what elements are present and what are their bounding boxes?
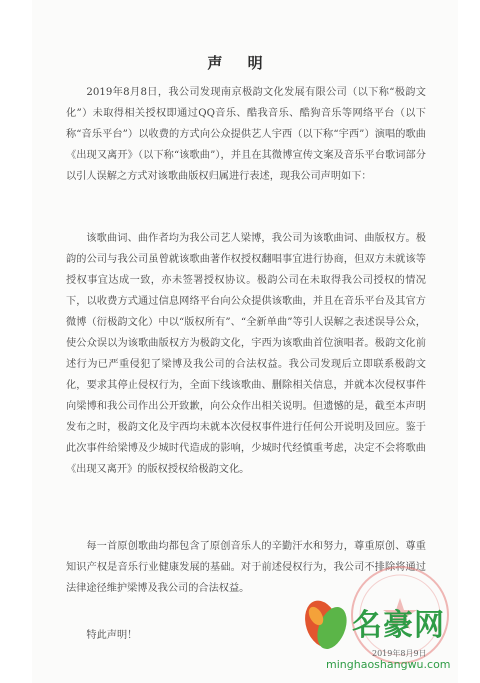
paragraph-1: 2019年8月8日，我公司发现南京极韵文化发展有限公司（以下称“极韵文化”）未取得相关授权即通过QQ音乐、酷我音乐、酷狗音乐等网络平台（以下称“音乐平台”）以收费的方式向公众提供艺人宇西（以下称“宇西”）演唱的歌曲《出现又离开》（以下称“该歌曲”），并且在其微博宣传文案及音乐平台歌词部分以引人误解之方式对该歌曲版权归属进行表述，现我公司声明如下：	[66, 87, 426, 182]
paragraph-2: 该歌曲词、曲作者均为我公司艺人梁博，我公司为该歌曲词、曲版权方。极韵的公司与我公司虽曾就该歌曲著作权授权翻唱事宜进行协商，但双方未就该等授权事宜达成一致，亦未签署授权协议。极韵公司在未取得我公司授权的情况下，以收费方式通过信息网络平台向公众提供该歌曲，并且在音乐平台及其官方微博（衍极韵文化）中以“版权所有”、“全新单曲”等引人误解之表述误导公众，使公众误以为该歌曲版权方为极韵文化，宇西为该歌曲首位演唱者。极韵文化前述行为已严重侵犯了梁博及我公司的合法权益。我公司发现后立即联系极韵文化，要求其停止侵权行为，全面下线该歌曲、删除相关信息，并就本次侵权事件向梁博和我公司作出公开致歉，向公众作出相关说明。但遗憾的是，截至本声明发布之时，极韵文化及宇西均未就本次侵权事件进行任何公开说明及回应。鉴于此次事件给梁博及少城时代造成的影响，少城时代经慎重考虑，决定不会将歌曲《出现又离开》的版权授权给极韵文化。	[66, 233, 426, 475]
watermark-url: minghaoshangwu.com	[326, 658, 451, 671]
watermark-title: 名豪网	[352, 608, 445, 643]
site-watermark	[296, 590, 478, 682]
leaf-logo-icon	[296, 590, 354, 660]
paragraph-3: 每一首原创歌曲均都包含了原创音乐人的辛勤汗水和努力，尊重原创、尊重知识产权是音乐行业健康发展的基础。对于前述侵权行为，我公司不排除将通过法律途径维护梁博及我公司的合法权益。	[66, 541, 426, 594]
paragraph-4: 特此声明！	[86, 630, 138, 641]
document-title: 声 明	[207, 54, 273, 72]
signature-date: 2019年8月9日	[372, 649, 427, 658]
